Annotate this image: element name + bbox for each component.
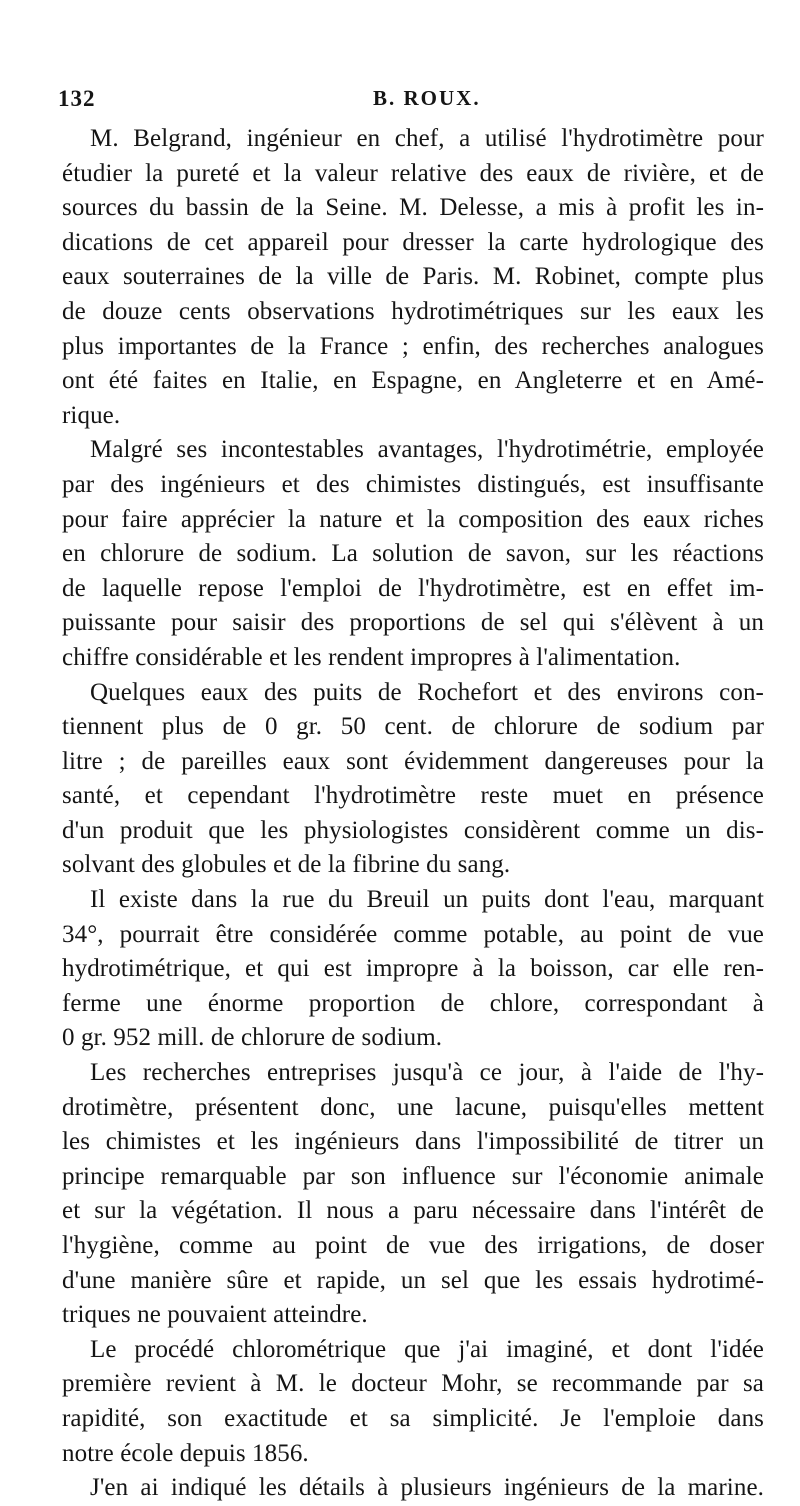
text-line: plus importantes de la France ; enfin, des recherches analogues [62,332,764,360]
text-line: hydrotimétrique, et qui est impropre à la boisson, car elle ren- [62,955,764,983]
text-line: litre ; de pareilles eaux sont évidemment dangereuses pour la [62,747,764,775]
text-line: tiennent plus de 0 gr. 50 cent. de chlorure de sodium par [62,713,764,741]
text-line: par des ingénieurs et des chimistes distingués, est insuffisante [62,470,764,498]
running-title: B. ROUX. [373,86,481,110]
text-line: drotimètre, présentent donc, une lacune, puisqu'elles mettent [62,1093,764,1121]
text-line: de douze cents observations hydrotimétriques sur les eaux les [62,297,764,325]
text-line: première revient à M. le docteur Mohr, se recommande par sa [62,1370,764,1398]
text-line: Il existe dans la rue du Breuil un puits dont l'eau, marquant [90,886,764,914]
text-line: en chlorure de sodium. La solution de savon, sur les réactions [62,540,764,568]
text-line: Quelques eaux des puits de Rochefort et des environs con- [90,678,764,706]
page-number: 132 [58,86,96,111]
text-line: solvant des globules et de la fibrine du sang. [62,851,511,879]
running-head [58,86,764,118]
text-line: ont été faites en Italie, en Espagne, en Angleterre et en Amé- [62,367,764,395]
text-line: et sur la végétation. Il nous a paru nécessaire dans l'intérêt de [62,1197,764,1225]
body-text [62,122,764,1506]
text-line: 34°, pourrait être considérée comme potable, au point de vue [62,920,764,948]
text-line: principe remarquable par son influence sur l'économie animale [62,1162,764,1190]
text-line: M. Belgrand, ingénieur en chef, a utilisé l'hydrotimètre pour [90,125,764,152]
text-line: chiffre considérable et les rendent impropres à l'alimentation. [62,643,681,671]
text-line: pour faire apprécier la nature et la composition des eaux riches [62,505,764,533]
text-line: Le procédé chlorométrique que j'ai imaginé, et dont l'idée [90,1335,764,1363]
text-line: rapidité, son exactitude et sa simplicité. Je l'emploie dans [62,1404,764,1432]
text-line: J'en ai indiqué les détails à plusieurs ingénieurs de la marine. [90,1474,764,1502]
text-line: dications de cet appareil pour dresser la carte hydrologique des [62,228,764,256]
text-line: puissante pour saisir des proportions de sel qui s'élèvent à un [62,609,764,637]
text-line: notre école depuis 1856. [62,1439,309,1467]
text-line: d'un produit que les physiologistes considèrent comme un dis- [62,816,764,844]
text-line: Les recherches entreprises jusqu'à ce jour, à l'aide de l'hy- [90,1059,764,1087]
text-line: rique. [62,401,121,429]
text-line: triques ne pouvaient atteindre. [62,1301,368,1329]
text-line: eaux souterraines de la ville de Paris. M. Robinet, compte plus [62,263,764,291]
text-line: Malgré ses incontestables avantages, l'hydrotimétrie, employée [90,436,764,464]
text-line: étudier la pureté et la valeur relative des eaux de rivière, et de [62,159,764,187]
text-line: santé, et cependant l'hydrotimètre reste muet en présence [62,782,764,810]
text-line: les chimistes et les ingénieurs dans l'impossibilité de titrer un [62,1128,764,1156]
text-line: 0 gr. 952 mill. de chlorure de sodium. [62,1024,443,1052]
text-line: sources du bassin de la Seine. M. Delesse, a mis à profit les in- [62,194,764,222]
text-line: de laquelle repose l'emploi de l'hydrotimètre, est en effet im- [62,574,764,602]
text-line: l'hygiène, comme au point de vue des irrigations, de doser [62,1232,764,1259]
text-line: d'une manière sûre et rapide, un sel que les essais hydrotimé- [62,1266,764,1294]
text-line: ferme une énorme proportion de chlore, correspondant à [62,989,764,1017]
